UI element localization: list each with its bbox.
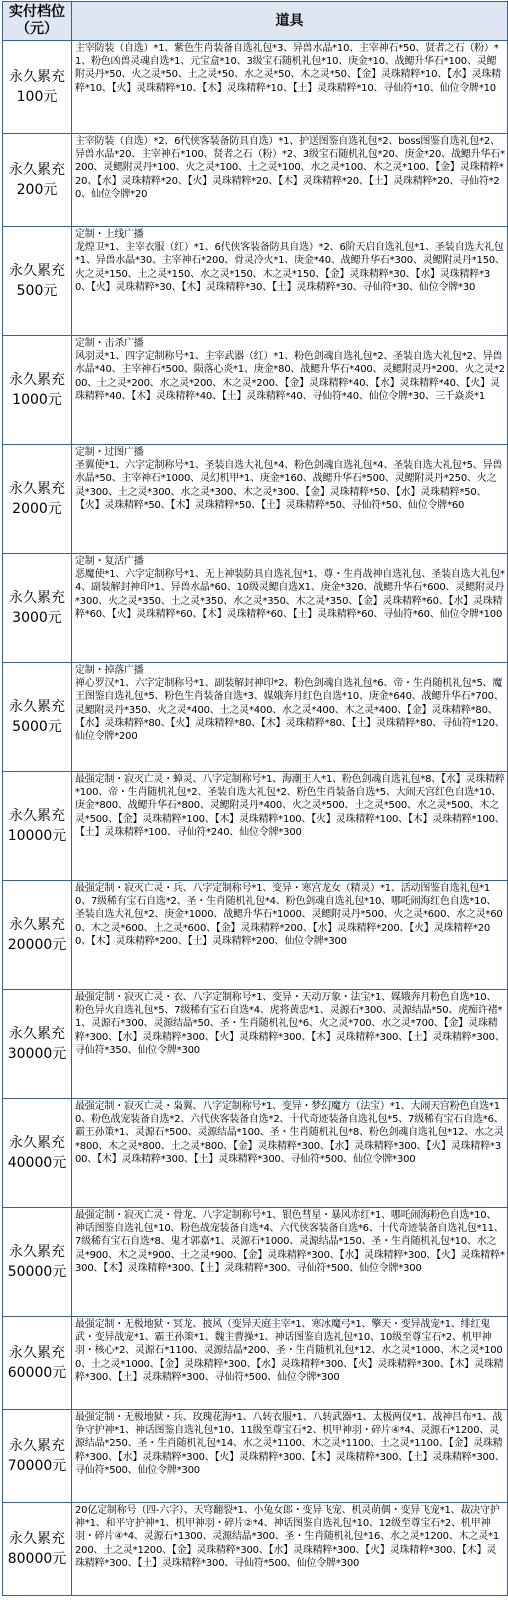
tier-cell: [3, 1208, 72, 1317]
items-cell: 定制・击杀广播 风羽灵*1、四字定制称号*1、主宰武器（红）*1、粉色剑魂自选礼包*2、圣装自选大礼包*2、异兽水晶*40、主宰神石*500、陨落心炎*1、庚金*80、战鳃升华石*400、灵鳃附灵丹*200、火之灵*200、土之灵*200、水之灵*200、木之灵*200、【金】灵珠精粹*40、【水】灵珠精粹*40、【火】灵珠精粹*40、【木】灵珠精粹*40、【土】灵珠精粹*40、寻仙符*40、仙位令牌*30、三千焱炎*1: [72, 336, 508, 445]
items-cell: 主宰防装（自选）*1、紫色生肖装备自选礼包*3、异兽水晶*10、主宰神石*50、贤者之石（粉）*1、粉色凶兽灵魂自选*1、元宝盒*10、3级宝石随机礼包*10、庚金*10、战鳃升华石*100、灵鳃附灵丹*50、火之灵*50、土之灵*50、水之灵*50、木之灵*50、【金】灵珠精粹*10、【水】灵珠精粹*10、【火】灵珠精粹*10、【木】灵珠精粹*10、【土】灵珠精粹*10、寻仙符*10、仙位令牌*10: [72, 41, 508, 134]
tier-label: 永久累充: [9, 1438, 65, 1454]
tier-label: 永久累充: [9, 1026, 65, 1042]
tier-amount: 10000元: [7, 828, 67, 844]
tier-label: 永久累充: [9, 1135, 65, 1151]
items-cell: 20亿定制称号（四-六字）、天穹翻裂*1、小兔女郎・变异飞宠、机灵萌偶・变异飞宠*1、裁决守护神*1、和平守护神*1、机甲神羽・碎片②*4、神话图鉴自选礼包*10、12级至尊宝石*2、机甲神羽・碎片④*4、灵源石*1300、灵源结晶*300、圣・生肖随机礼包*16、水之灵*1200、木之灵*1200、土之灵*1200、【金】灵珠精粹*300、【水】灵珠精粹*300、【火】灵珠精粹*300、【木】灵珠精粹*300、【土】灵珠精粹*300、寻仙符*500、仙位令牌*300: [72, 1503, 508, 1596]
items-cell: 最强定制・寂灭亡灵・蟑灵、八字定制称号*1、海潮王人*1、粉色剑魂自选礼包*8、【水】灵珠精粹*100、帝・生肖随机礼包*2、圣装自选大礼包*2、粉色生肖装备自选*5、大闹天宫红色自选*10、庚金*800、战鳃升华石*800、灵鳃附灵丹*400、火之灵*500、土之灵*500、水之灵*500、木之灵*500、【金】灵珠精粹*100、【木】灵珠精粹*100、【火】灵珠精粹*100、【木】灵珠精粹*100、【土】灵珠精粹*100、寻仙符*240、仙位令牌*300: [72, 772, 508, 881]
tier-amount: 100元: [16, 89, 58, 105]
table-row: [3, 1317, 508, 1410]
items-cell: 最强定制・寂灭亡灵・衣、八字定制称号*1、变异・天动万象・法宝*1、媒娥奔月粉色自选*10、粉色异火自选礼包*5、7级稀有宝石自选*4、虎将黄忠*1、灵源石*300、灵源结晶*50、虎痴许褚*1、灵源石*300、灵源结晶*50、圣・生肖随机礼包*6、火之灵*700、水之灵*700、【金】灵珠精粹*300、【水】灵珠精粹*300、【火】灵珠精粹*300、【木】灵珠精粹*300、【土】灵珠精粹*300、寻仙符*350、仙位令牌*300: [72, 990, 508, 1099]
recharge-reward-table: [2, 1, 508, 1596]
table-row: [3, 1410, 508, 1503]
tier-cell: [3, 1503, 72, 1596]
tier-label: 永久累充: [9, 699, 65, 715]
tier-amount: 50000元: [7, 1264, 67, 1280]
tier-cell: [3, 227, 72, 336]
table-row: [3, 663, 508, 772]
items-cell: 最强定制・无极地狱・冥龙、披风（变异天庭主宰*1、寒冰魔弓*1、擎天・变异战宠*1、绯红鬼武・变异战宠*1、霸王孙策*1、魏主曹操*1、神话图鉴自选礼包*10、10级至尊宝石*2、机甲神羽・核心*2、灵源石*1100、灵源结晶*200、圣・生肖随机礼包*12、水之灵*1000、木之灵*1000、土之灵*1000、【金】灵珠精粹*300、【水】灵珠精粹*300、【火】灵珠精粹*300、【木】灵珠精粹*300、【土】灵珠精粹*300、寻仙符*500、仙位令牌*300: [72, 1317, 508, 1410]
tier-label: 永久累充: [9, 917, 65, 933]
tier-amount: 5000元: [12, 719, 62, 735]
tier-label: 永久累充: [9, 1345, 65, 1361]
tier-amount: 2000元: [12, 501, 62, 517]
tier-label: 永久累充: [9, 808, 65, 824]
tier-column-header-line2: （元）: [16, 21, 58, 37]
table-header-row: [3, 2, 508, 41]
tier-label: 永久累充: [9, 162, 65, 178]
tier-cell: [3, 134, 72, 227]
tier-cell: [3, 990, 72, 1099]
tier-label: 永久累充: [9, 263, 65, 279]
tier-cell: [3, 41, 72, 134]
tier-cell: [3, 554, 72, 663]
table-row: [3, 881, 508, 990]
table-row: [3, 1099, 508, 1208]
tier-column-header: [3, 2, 72, 41]
items-cell: 定制・复活广播 恶魔使*1、六字定制称号*1、无上神装防具自选礼包*1、尊・生肖战神自选礼包、圣装自选大礼包*4、副装解封神印*1、异兽水晶*60、10级灵鳃自选X1、庚金*320、战鳃升华石*600、灵鳃附灵丹*300、火之灵*350、土之灵*350、水之灵*350、木之灵*350、【金】灵珠精粹*60、【水】灵珠精粹*60、【火】灵珠精粹*60、【木】灵珠精粹*60、【土】灵珠精粹*60、寻仙符*60、仙位令牌*100: [72, 554, 508, 663]
items-cell: 最强定制・寂灭亡灵・枭翼、八字定制称号*1、变异・梦幻魔方（法宝）*1、大闹天宫粉色自选*10、粉色战宠装备自选*2、六代侠客装备自选*2、十代奇迹装备自选礼包*5、7级稀有宝石自选*6、霸王孙策*1、灵源石*500、灵源结晶*100、圣・生肖随机礼包*8、粉色剑魂自选礼包*12、水之灵*800、木之灵*800、土之灵*800、【金】灵珠精粹*300、【水】灵珠精粹*300、【火】灵珠精粹*300、【木】灵珠精粹*300、【土】灵珠精粹*300、寻仙符*500、仙位令牌*300: [72, 1099, 508, 1208]
tier-amount: 70000元: [7, 1458, 67, 1474]
tier-amount: 30000元: [7, 1046, 67, 1062]
items-cell: 主宰防装（自选）*2、6代侠客装备防具自选）*1、护送图鉴自选礼包*2、boss图鉴自选礼包*2、异兽水晶*20、主宰神石*100、贤者之石（粉）*2、3级宝石随机礼包*20、庚金*20、战鳃升华石*200、灵鳃附灵丹*100、火之灵*100、土之灵*100、水之灵*100、木之灵*100、【金】灵珠精粹*20、【水】灵珠精粹*20、【火】灵珠精粹*20、【木】灵珠精粹*20、【土】灵珠精粹*20、寻仙符*20、仙位令牌*20: [72, 134, 508, 227]
items-cell: 定制・过图广播 圣翼使*1、六字定制称号*1、圣装自选大礼包*4、粉色剑魂自选礼包*4、圣装自选大礼包*5、异兽水晶*50、主宰神石*1000、灵幻机甲*1、庚金*160、战鳃升华石*500、灵鳃附灵丹*250、火之灵*300、土之灵*300、水之灵*300、木之灵*300、【金】灵珠精粹*50、【水】灵珠精粹*50、【火】灵珠精粹*50、【木】灵珠精粹*50、【土】灵珠精粹*50、寻仙符*50、仙位令牌*60: [72, 445, 508, 554]
table-row: [3, 1208, 508, 1317]
tier-label: 永久累充: [9, 1244, 65, 1260]
table-row: [3, 772, 508, 881]
items-cell: 最强定制・寂灭亡灵・骨龙、八字定制称号*1、银色彗星・暴风赤红*1、哪吒闹海粉色自选*10、神话图鉴自选礼包*10、粉色战宠装备自选*4、六代侠客装备自选*6、十代奇迹装备自选礼包*11、7级稀有宝石自选*8、鬼才郭嘉*1、灵源石*1000、灵源结晶*150、圣・生肖随机礼包*10、水之灵*900、木之灵*900、土之灵*900、【金】灵珠精粹*300、【水】灵珠精粹*300、【火】灵珠精粹*300、【木】灵珠精粹*300、【土】灵珠精粹*300、寻仙符*500、仙位令牌*300: [72, 1208, 508, 1317]
tier-cell: [3, 1410, 72, 1503]
tier-cell: [3, 1317, 72, 1410]
tier-cell: [3, 881, 72, 990]
tier-cell: [3, 336, 72, 445]
table-row: [3, 336, 508, 445]
table-row: [3, 445, 508, 554]
table-row: [3, 990, 508, 1099]
tier-amount: 1000元: [12, 392, 62, 408]
table-row: [3, 134, 508, 227]
table-row: [3, 41, 508, 134]
table-row: [3, 227, 508, 336]
items-cell: 定制・上线广播 龙煌卫*1、主宰衣服（红）*1、6代侠客装备防具自选）*2、6阶天启自选礼包*1、圣装自选大礼包*1、异兽水晶*30、主宰神石*200、骨灵冷火*1、庚金*40、战鳃升华石*300、灵鳃附灵丹*150、火之灵*150、土之灵*150、水之灵*150、木之灵*150、【金】灵珠精粹*30、【水】灵珠精粹*30、【火】灵珠精粹*30、【木】灵珠精粹*30、【土】灵珠精粹*30、寻仙符*30、仙位令牌*30: [72, 227, 508, 336]
tier-cell: [3, 772, 72, 881]
tier-cell: [3, 445, 72, 554]
items-cell: 最强定制・无极地狱・兵、玫瑰花海*1、八转衣服*1、八转武器*1、太极两仪*1、战神吕布*1、战争守护神*1、神话图鉴自选礼包*10、11级至尊宝石*2、机甲神羽・碎片④*4、灵源石*1200、灵源结晶*250、圣・生肖随机礼包*14、水之灵*1100、木之灵*1100、土之灵*1100、【金】灵珠精粹*300、【水】灵珠精粹*300、【火】灵珠精粹*300、【木】灵珠精粹*300、【土】灵珠精粹*300、寻仙符*500、仙位令牌*300: [72, 1410, 508, 1503]
tier-cell: [3, 663, 72, 772]
tier-label: 永久累充: [9, 69, 65, 85]
items-column-header: 道具: [72, 2, 508, 41]
table-row: [3, 1503, 508, 1596]
tier-label: 永久累充: [9, 372, 65, 388]
table-row: [3, 554, 508, 663]
tier-amount: 200元: [16, 182, 58, 198]
tier-amount: 500元: [16, 283, 58, 299]
tier-amount: 80000元: [7, 1551, 67, 1567]
tier-column-header-line1: 实付档位: [9, 4, 65, 20]
tier-cell: [3, 1099, 72, 1208]
tier-amount: 60000元: [7, 1365, 67, 1381]
tier-amount: 20000元: [7, 937, 67, 953]
items-cell: 最强定制・寂灭亡灵・兵、八字定制称号*1、变异・寒宫龙女（精灵）*1、活动图鉴自选礼包*10、7级稀有宝石自选*2、圣・生肖随机礼包*4、粉色剑魂自选礼包*10、哪吒闹海红色自选*10、圣装自选大礼包*2、庚金*1000、战鳃升华石*1000、灵鳃附灵丹*500、火之灵*600、水之灵*600、木之灵*600、土之灵*600、【金】灵珠精粹*200、【水】灵珠精粹*200、【火】灵珠精粹*200、【木】灵珠精粹*200、【土】灵珠精粹*200、仙位令牌*300: [72, 881, 508, 990]
tier-amount: 40000元: [7, 1155, 67, 1171]
items-cell: 定制・掉落广播 禅心罗汉*1、六字定制称号*1、副装解封神印*2、粉色剑魂自选礼包*6、帝・生肖随机礼包*5、魔王图鉴自选礼包*5、粉色生肖装备自选*3、媒娥奔月红色自选*10、庚金*640、战鳃升华石*700、灵鳃附灵丹*350、火之灵*400、土之灵*400、水之灵*400、木之灵*400、【金】灵珠精粹*80、【水】灵珠精粹*80、【火】灵珠精粹*80、【木】灵珠精粹*80、【土】灵珠精粹*80、寻仙符*120、仙位令牌*200: [72, 663, 508, 772]
tier-amount: 3000元: [12, 610, 62, 626]
tier-label: 永久累充: [9, 590, 65, 606]
tier-label: 永久累充: [9, 1531, 65, 1547]
tier-label: 永久累充: [9, 481, 65, 497]
